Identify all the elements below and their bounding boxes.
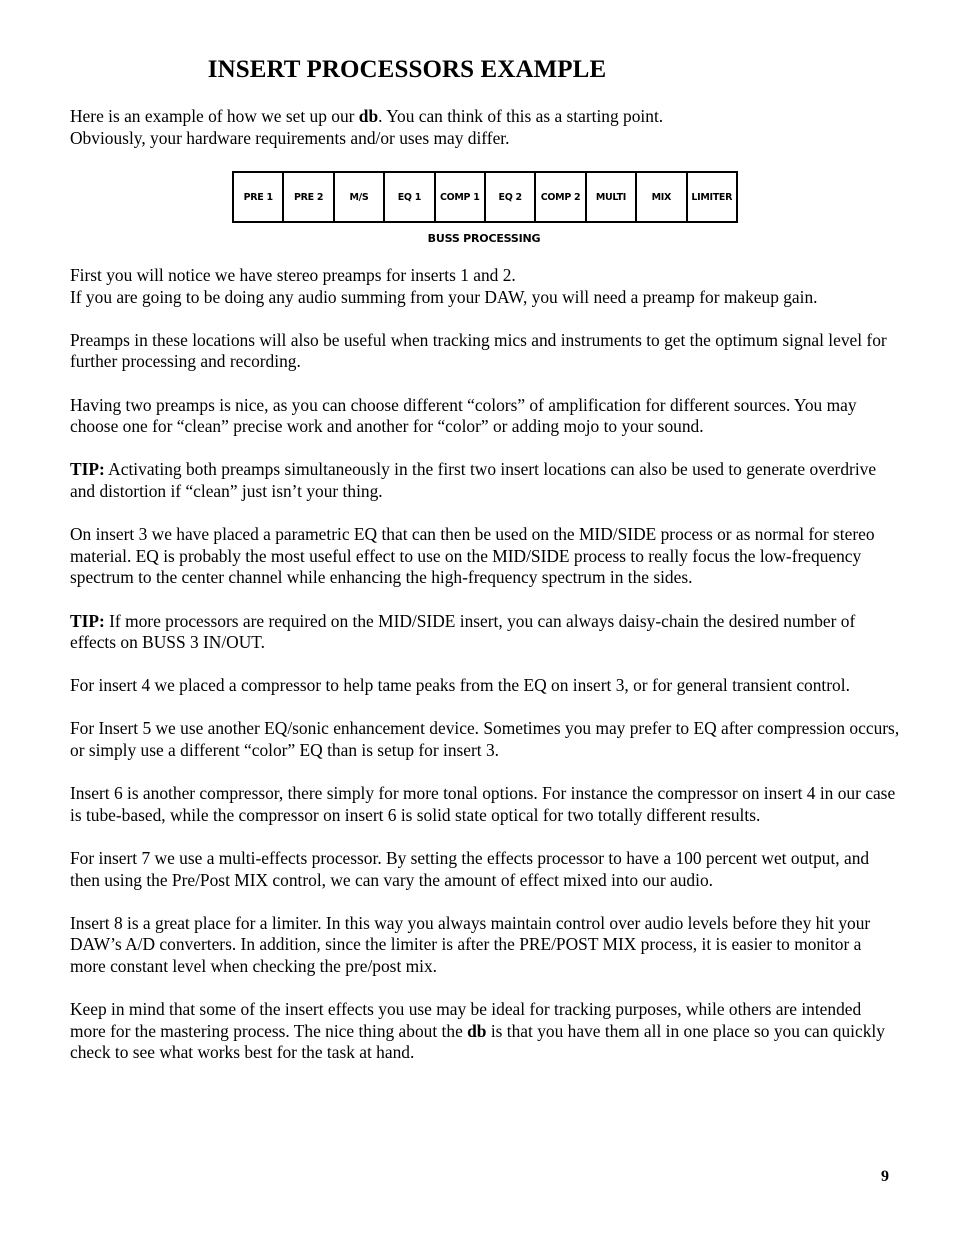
intro-text-post: . You can think of this as a starting point. [378, 106, 664, 126]
intro-line-2: Obviously, your hardware requirements and/or uses may differ. [70, 127, 510, 148]
diagram-caption: BUSS PROCESSING [427, 232, 541, 245]
paragraph-insert-8: Insert 8 is a great place for a limiter. In this way you always maintain control over audio levels before they hit your DAW’s A/D converters. In addition, since the limiter is after the PRE/POST MIX process, it is easier to monitor a more constant level when checking the pre/post mix. [70, 912, 871, 976]
closing-product-name: db [467, 1020, 487, 1041]
insert-slot-mix: MIX [637, 173, 687, 221]
paragraph-insert-3: On insert 3 we have placed a parametric EQ that can then be used on the MID/SIDE process or as normal for stereo material. EQ is probably the most useful effect to use on the MID/SIDE process to really focus the low-frequency spectrum to the center channel while enhancing the high-frequency spectrum in the sides. [70, 524, 875, 588]
tip-label: TIP: [70, 610, 105, 631]
paragraph-closing [70, 999, 900, 1064]
insert-chain-diagram [232, 171, 738, 223]
tip-text: Activating both preamps simultaneously in the first two insert locations can also be used to generate overdrive and distortion if “clean” just isn’t your thing. [70, 459, 877, 501]
insert-slot-eq-2: EQ 2 [486, 173, 536, 221]
closing-text-post: is that you have them all in one place so you can quickly check to see what works best for the task at hand. [70, 1020, 885, 1063]
insert-slot-pre-1: PRE 1 [234, 173, 284, 221]
paragraph-line: First you will notice we have stereo preamps for inserts 1 and 2. [70, 265, 516, 285]
paragraph-preamps-locations: Preamps in these locations will also be useful when tracking mics and instruments to get the optimum signal level for further processing and recording. [70, 329, 887, 372]
page-number: 9 [881, 1168, 889, 1185]
paragraph-insert-5: For Insert 5 we use another EQ/sonic enhancement device. Sometimes you may prefer to EQ after compression occurs, or simply use a different “color” EQ than is setup for insert 3. [70, 718, 900, 761]
page-title: INSERT PROCESSORS EXAMPLE [207, 56, 607, 83]
insert-slot-eq-1: EQ 1 [385, 173, 435, 221]
tip-text: If more processors are required on the MID/SIDE insert, you can always daisy-chain the desired number of effects on BUSS 3 IN/OUT. [70, 610, 856, 653]
intro-text-pre: Here is an example of how we set up our [70, 106, 359, 126]
tip-paragraph-2 [70, 611, 900, 654]
intro-paragraph [70, 106, 900, 149]
insert-slot-multi: MULTI [587, 173, 637, 221]
intro-line-1 [70, 106, 900, 128]
tip-paragraph-1 [70, 459, 900, 502]
paragraph-line: If you are going to be doing any audio summing from your DAW, you will need a preamp for makeup gain. [70, 286, 818, 307]
closing-text-pre: Keep in mind that some of the insert effects you use may be ideal for tracking purposes, while others are intended more for the mastering process. The nice thing about the [70, 999, 862, 1041]
insert-slot-comp-1: COMP 1 [436, 173, 486, 221]
insert-slot-pre-2: PRE 2 [284, 173, 334, 221]
intro-product-name: db [358, 106, 379, 126]
paragraph-insert-7: For insert 7 we use a multi-effects processor. By setting the effects processor to have a 100 percent wet output, and then using the Pre/Post MIX control, we can vary the amount of effect mixed into our audio. [70, 848, 870, 890]
tip-label: TIP: [70, 459, 105, 480]
body-text [70, 265, 900, 1086]
paragraph-two-preamps: Having two preamps is nice, as you can choose different “colors” of amplification for different sources. You may choose one for “clean” precise work and another for “color” or adding mojo to your sound. [70, 394, 857, 437]
paragraph-insert-6: Insert 6 is another compressor, there simply for more tonal options. For instance the compressor on insert 4 in our case is tube-based, while the compressor on insert 6 is solid state optical for two totally different results. [70, 783, 896, 825]
insert-slot-limiter: LIMITER [691, 191, 733, 203]
insert-slot-ms: M/S [335, 173, 385, 221]
paragraph-preamps-intro [70, 265, 900, 308]
insert-slot-comp-2: COMP 2 [536, 173, 586, 221]
paragraph-insert-4: For insert 4 we placed a compressor to help tame peaks from the EQ on insert 3, or for general transient control. [70, 675, 850, 696]
